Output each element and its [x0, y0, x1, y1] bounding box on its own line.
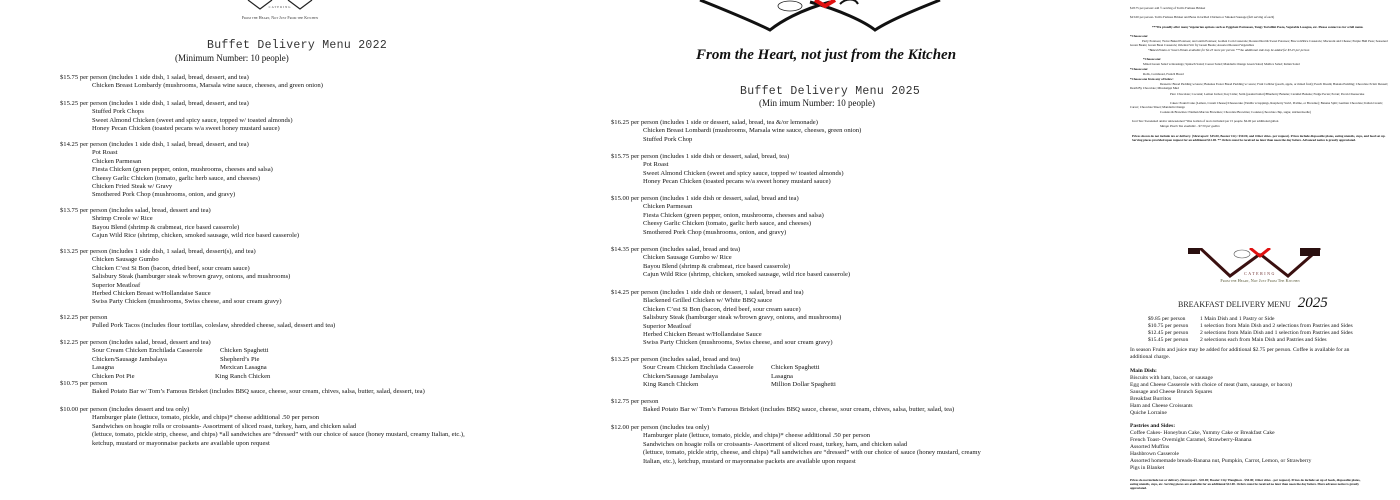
minimum-number: (Minimum Number: 10 people) — [175, 53, 289, 63]
price-tier-sandwiches — [60, 406, 465, 448]
price-tier — [60, 74, 323, 91]
tier-price: $15.00 per person (includes 1 side dish or dessert, salad, bread and tea) — [611, 195, 799, 202]
prices-note: Prices shown do not include tax or delivery. (Shreveport: $45.00, Bossier City: $50.00, and Other cities- per request). Prices include disposable plates, eating utensils, cups, and food set up. Serving pieces provided upon request for an additional $12.00. ** Orders must be received no later than noon the day before. Advanced notice is greatly appreciated. — [1132, 134, 1386, 143]
price-tier — [611, 195, 824, 237]
menu-item: Pot Roast — [643, 161, 669, 169]
tier-price: $15.75 per person (includes 1 side dish, 1 salad, bread, dessert, and tea) — [60, 74, 249, 81]
tier-price: $12.25 per person — [60, 314, 108, 321]
iced-tea: Iced Tea: Sweetened and/or unsweetened *One Gallon of tea is included per 15 people. $6.00 per additional gallon — [1132, 119, 1279, 123]
pastries-heading: Pastries and Sides: — [1130, 423, 1176, 429]
menu-item: Chicken Parmesan — [643, 203, 693, 211]
pastries-list — [1130, 430, 1311, 472]
menu-item: Sandwiches on hoagie rolls or croissants- Assortment of sliced roast, turkey, ham, and chicken salad — [92, 422, 357, 430]
fruit-note: In season Fruits and juice may be added for additional $2.75 per person. Coffee is available for an additional charge. — [1130, 347, 1350, 360]
list-item: Pigs in Blanket — [1130, 465, 1165, 471]
menu-item: Stuffed Pork Chop — [643, 135, 693, 143]
menu-item: Swiss Party Chicken (mushrooms, Swiss cheese, and sour cream gravy) — [643, 339, 833, 347]
menu-item: Smothered Pork Chop (mushrooms, onion, and gravy) — [92, 191, 236, 199]
tier-price: $12.00 per person (includes tea only) — [611, 424, 710, 431]
breakfast-title — [1178, 294, 1328, 312]
menu-item: Superior Meatloaf — [643, 322, 692, 330]
logo-tagline: From the Heart, Not Just From The Kitchen — [1220, 278, 1300, 283]
price-row: $12.45 per person 2 selections from Main Dish and 1 selection from Pastries and Sides — [1148, 330, 1353, 336]
cookies-list: Cookies & Brownies: Nieman Marcus Brownies; Chocolate Brownies; Cookies (chocolate chip, sugar, snickerdoodle) — [1160, 110, 1311, 114]
menu-item: Blackened Grilled Chicken w/ White BBQ sauce — [643, 297, 773, 305]
tier-price: $15.25 per person (includes 1 side dish, 1 salad, bread, dessert, and tea) — [60, 100, 249, 107]
menu-item: Bayou Blend (shrimp & crabmeat, rice based casserole) — [92, 223, 240, 231]
menu-item: Honey Pecan Chicken (toasted pecans w/a sweet honey mustard sauce) — [643, 178, 831, 186]
menu-item: Pulled Pork Tacos (includes flour tortillas, coleslaw, shredded cheese, salad, dessert and tea) — [92, 322, 336, 330]
menu-item: Herbed Chicken Breast w/Hollandaise Sauce — [92, 290, 211, 298]
price-tier — [60, 207, 299, 241]
price-tier — [60, 100, 293, 134]
top-note: $23.00 per person- Tom's Famous Brisket and Bone in Grilled Chicken or Smoked Sausage (full serving of each) — [1130, 15, 1275, 19]
price-tier-casseroles — [611, 356, 836, 390]
list-item: Hashbrown Casserole — [1130, 451, 1179, 457]
menu-item: Shrimp Creole w/ Rice — [92, 215, 153, 223]
tier-price: $12.75 per person — [611, 398, 659, 405]
menu-item: Hamburger plate (lettuce, tomato, pickle, and chips)* cheese additional .50 per person — [643, 432, 871, 440]
logo-tagline: From the Heart, Not Just From the Kitchen — [241, 15, 319, 20]
pies-list: Pies: Chocolate; Coconut; Lemon Icebox; Key Lime; Satin (peanut butter)/Blueberry Banana; Caramel Banana; Fudge Pecan; Pecan; Pecan Cheesecake — [1170, 92, 1365, 96]
menu-item: Chicken Fried Steak w/ Gravy — [92, 183, 173, 191]
menu-item: Sweet Almond Chicken (sweet and spicy sauce, topped w/ toasted almonds) — [643, 169, 844, 177]
menu-item: Sweet Almond Chicken (sweet and spicy sauce, topped w/ toasted almonds) — [92, 116, 293, 124]
top-note: $18.75 per person: add ½ serving of Tom's Famous Brisket — [1130, 6, 1206, 10]
menu-item: Salisbury Steak (hamburger steak w/brown gravy, onions, and mushrooms) — [643, 314, 842, 322]
sides-list: Party Potatoes; Twice Baked Potatoes; Au Gratin Potatoes; Golden Corn Casserole; Roasted Red & Sweet Potatoes; Broccoli/Rice Casserole; Macaroni and Cheese; Purple Hull Peas; Seasoned Green Beans; Green Bean Casserole; Oriental Stir fry Green Beans; Assorted Roasted Vegetables — [1130, 39, 1388, 48]
menu-item: (lettuce, tomato, pickle strip, cheese, and chips) *all sandwiches are “dressed” with our choice of sauce (honey mustard, creamy — [643, 449, 981, 457]
list-item: Breakfast Burritos — [1130, 396, 1172, 402]
list-item: Egg and Cheese Casserole with choice of meat (ham, sausage, or bacon) — [1130, 382, 1293, 388]
menu-title: Buffet Delivery Menu 2025 — [740, 85, 921, 98]
breakfast-price-table — [1148, 316, 1353, 344]
menu-item: Chicken C’est Si Bon (bacon, dried beef, sour cream sauce) — [643, 305, 801, 313]
menu-title: Buffet Delivery Menu 2022 — [207, 39, 388, 52]
tier-price: $12.25 per person (includes salad, bread, dessert and tea) — [60, 339, 211, 346]
list-item: Coffee Cakes- Honeybun Cake, Yummy Cake or Breakfast Cake — [1130, 430, 1275, 436]
vegetarian-note: ***We proudly offer many Vegetarian options such as Eggplant Parmesan, Tangy Tortellini Pasta, Vegetable Lasagna, etc. Please contact us for a full menu. — [1152, 25, 1364, 29]
logo-subtitle: CATERING — [1244, 271, 1276, 276]
price-tier — [60, 141, 273, 200]
sides-note: *Baked Potato or Sweet Potato available for $2.25 more per person ***An additional side may be added for $3.25 per person — [1148, 48, 1310, 52]
menu-item: Fiesta Chicken (green pepper, onion, mushrooms, cheeses and salsa) — [92, 166, 273, 174]
list-item: Assorted homemade breads-Banana nut, Pumpkin, Carrot, Lemon, or Strawberry — [1130, 458, 1312, 464]
menu-item-row: Chicken/Sausage Jambalaya Shepherd’s Pie — [92, 355, 260, 363]
menu-item: Chicken Sausage Gumbo w/ Rice — [643, 254, 732, 262]
choose-one-sides: *Choose one: — [1130, 34, 1149, 38]
menu-item: Chicken Parmesan — [92, 157, 142, 165]
tier-price: $14.25 per person (includes 1 side dish, 1 salad, bread, dessert, and tea) — [60, 141, 249, 148]
price-tier-sandwiches — [611, 424, 981, 466]
menu-item: Chicken Breast Lombardy (mushrooms, Marsala wine sauce, cheeses, and green onion) — [92, 82, 323, 90]
choose-one-breads: *Choose one: — [1130, 67, 1149, 71]
menu-item: Sandwiches on hoagie rolls or croissants- Assortment of sliced roast, turkey, ham, and chicken salad — [643, 440, 908, 448]
menu-item: Fiesta Chicken (green pepper, onion, mushrooms, cheeses and salsa) — [643, 211, 824, 219]
menu-page-2025 — [590, 0, 1090, 500]
menu-item: Cajun Wild Rice (shrimp, chicken, smoked sausage, wild rice based casserole) — [92, 232, 300, 240]
menu-item-row: Chicken/Sausage Jambalaya Lasagna — [643, 372, 793, 380]
menu-item: Herbed Chicken Breast w/Hollandaise Sauce — [643, 331, 762, 339]
menu-item: Cheesy Garlic Chicken (tomato, garlic herb sauce, and cheeses) — [643, 220, 812, 228]
price-tier — [611, 119, 861, 144]
desserts-list: Desserts: Bread Pudding w/sauce; Bananas Foster Bread Pudding w/ sauce; Fruit Cobbler (peach, apple, or mixed fruit); Peach Dream; Banana Pudding; Chocolate Eclair Dessert; Death By Chocolate; Mississippi Mud — [1130, 82, 1389, 91]
heart-logo-icon — [690, 0, 950, 32]
price-row: $9.85 per person 1 Main Dish and 1 Pastry or Side — [1148, 316, 1275, 322]
tier-price: $14.25 per person (includes 1 side dish or dessert, 1 salad, bread and tea) — [611, 289, 804, 296]
cakes-list: Cakes: Pound Cake (Lemon, Cream Cheese)/Cheesecake (Vanilla w/toppings, Raspberry Swirl, Praline, or Brownie); Banana Split; German Chocolate; Italian Cream; Carrot; Chocolate Sheet; Mandarin Orange — [1130, 101, 1383, 110]
menu-item: (lettuce, tomato, pickle strip, cheese, and chips) *all sandwiches are “dressed” with our choice of sauce (honey mustard, creamy Italian, etc.), — [92, 431, 465, 439]
menu-item-row: Sour Cream Chicken Enchilada Casserole Chicken Spaghetti — [92, 347, 269, 355]
menu-item: Superior Meatloaf — [92, 281, 141, 289]
price-tier-potato-bar — [611, 398, 954, 415]
tier-price: $13.25 per person (includes 1 side dish, 1 salad, bread, dessert(s), and tea) — [60, 248, 256, 255]
menu-item: Baked Potato Bar w/ Tom’s Famous Brisket (includes BBQ sauce, cheese, sour cream, chives, salsa, butter, salad, tea) — [643, 406, 955, 414]
menu-item: Cajun Wild Rice (shrimp, chicken, smoked sausage, wild rice based casserole) — [643, 271, 851, 279]
slogan: From the Heart, not just from the Kitchen — [696, 47, 957, 63]
tier-price: $14.35 per person (includes salad, bread and tea) — [611, 246, 741, 253]
tier-price: $10.00 per person (includes dessert and tea only) — [60, 406, 190, 413]
tier-price: $16.25 per person (includes 1 side or dessert, salad, bread, tea &/or lemonade) — [611, 119, 818, 126]
price-tier-potato-bar — [60, 380, 425, 397]
list-item: Quiche Lorraine — [1130, 410, 1167, 416]
choose-any-desserts: *Choose one from any of below: — [1130, 77, 1174, 81]
menu-item-row: Chicken Pot Pie King Ranch Chicken — [92, 372, 271, 380]
menu-item: Baked Potato Bar w/ Tom’s Famous Brisket (includes BBQ sauce, cheese, sour cream, chives, salsa, butter, salad, dessert, tea) — [92, 388, 425, 396]
menu-item: ketchup, mustard or mayonnaise packets are available upon request — [92, 439, 270, 447]
menu-item: Chicken Breast Lombardi (mushrooms, Marsala wine sauce, cheeses, green onion) — [643, 127, 862, 135]
menu-item: Chicken C’est Si Bon (bacon, dried beef, sour cream sauce) — [92, 264, 250, 272]
menu-item: Cheesy Garlic Chicken (tomato, garlic herb sauce, and cheeses) — [92, 174, 261, 182]
menu-item: Smothered Pork Chop (mushrooms, onion, and gravy) — [643, 228, 787, 236]
menu-item-row: King Ranch Chicken Million Dollar Spaghetti — [643, 381, 836, 389]
minimum-number: (Min imum Number: 10 people) — [759, 98, 875, 108]
menu-item: Italian, etc.), ketchup, mustard or mayonnaise packets are available upon request — [643, 457, 856, 465]
menu-page-2022 — [0, 0, 560, 500]
breakfast-menu-page — [1120, 0, 1400, 500]
menu-item-row: Lasagna Mexican Lasagna — [92, 364, 267, 372]
list-item: Sausage and Cheese Brunch Squares — [1130, 389, 1213, 395]
tier-price: $15.75 per person (includes 1 side dish or dessert, salad, bread, tea) — [611, 153, 790, 160]
price-tier — [611, 246, 850, 280]
footer-note: Prices do not include tax or delivery. (Shreveport - $45.00; Bossier City/ Haughton - $50.00; Other cities - per request). Prices do include set up of foods, disposable plates, eating utensils, cups, etc. Serving pieces are available for an additional $12.00. Orders must be received no later than noon the day before. More advance notice is greatly appreciated. — [1130, 478, 1361, 491]
list-item: Assorted Muffins — [1130, 444, 1170, 450]
menu-item: Hamburger plate (lettuce, tomato, pickle, and chips)* cheese additional .50 per person — [92, 414, 320, 422]
price-row: $10.75 per person 1 selection from Main Dish and 2 selections from Pastries and Sides — [1148, 323, 1353, 329]
main-dish-list — [1130, 375, 1292, 417]
breakfast-title-text: BREAKFAST DELIVERY MENU — [1178, 300, 1291, 309]
price-tier-casseroles — [60, 339, 270, 381]
choose-one-salads: *Choose one: — [1143, 57, 1162, 61]
tier-price: $13.25 per person (includes salad, bread and tea) — [611, 356, 741, 363]
salads-list: Mixed Green Salad w/dressings; Spinach Salad; Caesar Salad; Mandarin Orange Green Salad; Mollica Salad; Italian Salad — [1143, 62, 1300, 66]
menu-item: Swiss Party Chicken (mushrooms, Swiss cheese, and sour cream gravy) — [92, 298, 282, 306]
tier-price: $10.75 per person — [60, 380, 108, 387]
menu-item: Honey Pecan Chicken (toasted pecans w/a sweet honey mustard sauce) — [92, 125, 280, 133]
list-item: Biscuits with ham, bacon, or sausage — [1130, 375, 1213, 381]
menu-item: Pot Roast — [92, 149, 118, 157]
breads-list: Rolls, Cornbread, French Bread — [1143, 72, 1184, 76]
price-tier — [60, 248, 290, 307]
price-tier — [611, 153, 844, 187]
tier-price: $13.75 per person (includes salad, bread, dessert and tea) — [60, 207, 211, 214]
iced-tea-note: Mango Peach Tea available - $7.50 per gallon — [1160, 124, 1220, 128]
main-dish-heading: Main Dish: — [1130, 368, 1157, 374]
menu-item: Stuffed Pork Chops — [92, 108, 144, 116]
price-row: $15.45 per person 2 selections each from Main Dish and Pastries and Sides — [1148, 337, 1327, 343]
price-tier — [60, 314, 335, 331]
breakfast-title-year: 2025 — [1297, 295, 1328, 311]
logo-subtitle: CATERING — [268, 5, 292, 9]
menu-item: Chicken Sausage Gumbo — [92, 256, 159, 264]
menu-item: Bayou Blend (shrimp & crabmeat, rice based casserole) — [643, 262, 791, 270]
price-tier — [611, 289, 841, 348]
menu-item: Salisbury Steak (hamburger steak w/brown gravy, onions, and mushrooms) — [92, 273, 291, 281]
list-item: French Toast- Overnight Caramel, Strawberry-Banana — [1130, 437, 1252, 443]
list-item: Ham and Cheese Croissants — [1130, 403, 1193, 409]
menu-item-row: Sour Cream Chicken Enchilada Casserole Chicken Spaghetti — [643, 364, 820, 372]
